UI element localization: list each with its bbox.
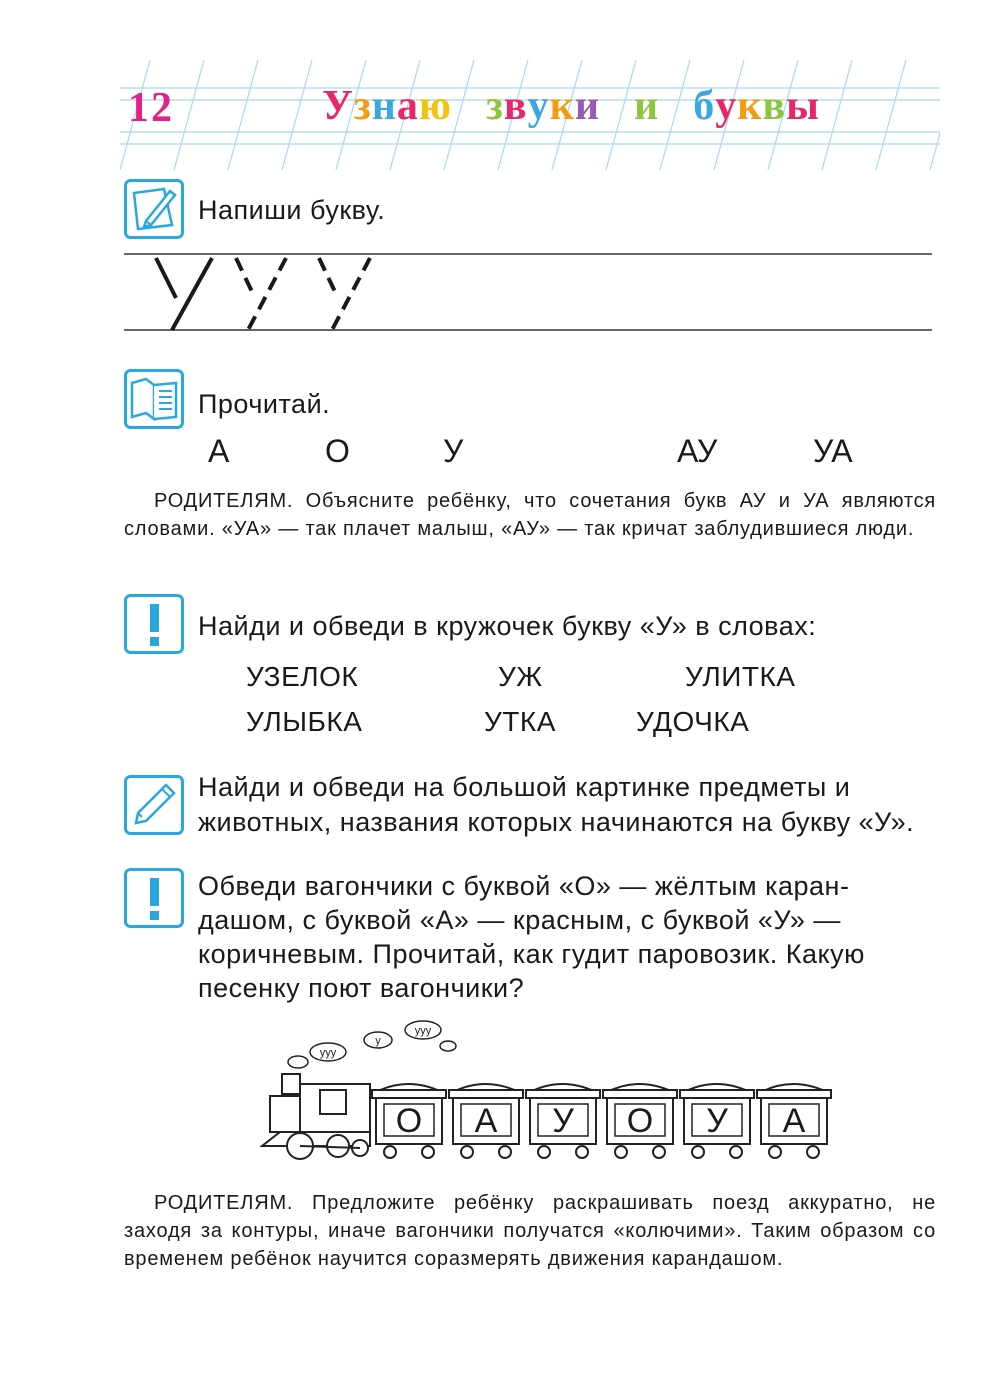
title-letter: ю (418, 83, 453, 129)
book-icon (124, 369, 184, 429)
word: УЖ (498, 661, 543, 692)
sample-letter (150, 255, 151, 256)
pencil-icon (124, 775, 184, 835)
title-letter: и (634, 83, 660, 129)
wagon-letter: А (474, 1102, 498, 1140)
writing-lines (124, 250, 934, 334)
title-letter: ы (786, 83, 820, 129)
title-letter: У (322, 83, 354, 129)
exclamation-icon (124, 868, 184, 928)
read-letter: А (208, 433, 230, 469)
picture-line-1: Найди и обведи на большой картинке предметы и (198, 772, 851, 802)
picture-line-2: животных, названия которых начинаются на букву «У». (198, 807, 915, 837)
bubble-text: ууу (414, 1025, 432, 1037)
word: УЛЫБКА (246, 706, 363, 737)
title-letter: к (549, 83, 575, 129)
parent-note: РОДИТЕЛЯМ. Объясните ребёнку, что сочетания букв АУ и УА являются словами. «УА» — так плачет малыш, «АУ» — так кричат заблудившиеся люди. (124, 490, 936, 540)
locomotive (262, 1074, 370, 1159)
title-letter: н (371, 83, 397, 129)
wagon-letter: У (552, 1102, 574, 1140)
wagon-letter: О (395, 1102, 423, 1140)
word: УДОЧКА (636, 706, 750, 737)
write-instruction: Напиши букву. (198, 195, 386, 225)
pencil-paper-icon (124, 179, 184, 239)
exclamation-icon (124, 594, 184, 654)
read-letter: АУ (677, 433, 718, 469)
page-title (322, 82, 820, 130)
wagon-letter: О (626, 1102, 654, 1140)
train-line-1: Обведи вагончики с буквой «О» — жёлтым каран- (198, 871, 850, 901)
read-letter: У (443, 433, 464, 469)
title-letter: в (503, 83, 528, 129)
bubble-text: у (375, 1035, 381, 1047)
train-illustration (260, 1020, 845, 1170)
wagon-letter: У (706, 1102, 728, 1140)
title-letter: з (353, 83, 372, 129)
word: УЛИТКА (685, 661, 796, 692)
word: УЗЕЛОК (246, 661, 359, 692)
train-line-4: песенку поют вагончики? (198, 973, 525, 1003)
parent-note: РОДИТЕЛЯМ. Предложите ребёнку раскрашивать поезд аккуратно, не заходя за контуры, иначе вагончики получатся «колючими». Таким образом со временем ребёнок научится соразмерять движения карандашом. (124, 1192, 936, 1270)
train-line-2: дашом, с буквой «А» — красным, с буквой «У» — (198, 905, 841, 935)
title-letter: в (762, 83, 787, 129)
title-letter: з (486, 83, 504, 129)
read-letter: УА (813, 433, 853, 469)
title-letter: у (527, 83, 550, 129)
word: УТКА (484, 706, 556, 737)
wagon-letter: А (782, 1102, 806, 1140)
title-letter: и (574, 83, 601, 129)
page-number: 12 (128, 85, 174, 131)
bubble-text: ууу (319, 1047, 337, 1059)
title-letter: у (715, 83, 738, 129)
find-instruction: Найди и обведи в кружочек букву «У» в словах: (198, 611, 817, 641)
title-letter: б (693, 83, 716, 129)
read-instruction: Прочитай. (198, 389, 331, 419)
title-letter: к (737, 83, 763, 129)
read-letter: О (325, 433, 350, 469)
train-line-3: коричневым. Прочитай, как гудит паровозик. Какую (198, 939, 865, 969)
title-letter: а (396, 83, 419, 129)
